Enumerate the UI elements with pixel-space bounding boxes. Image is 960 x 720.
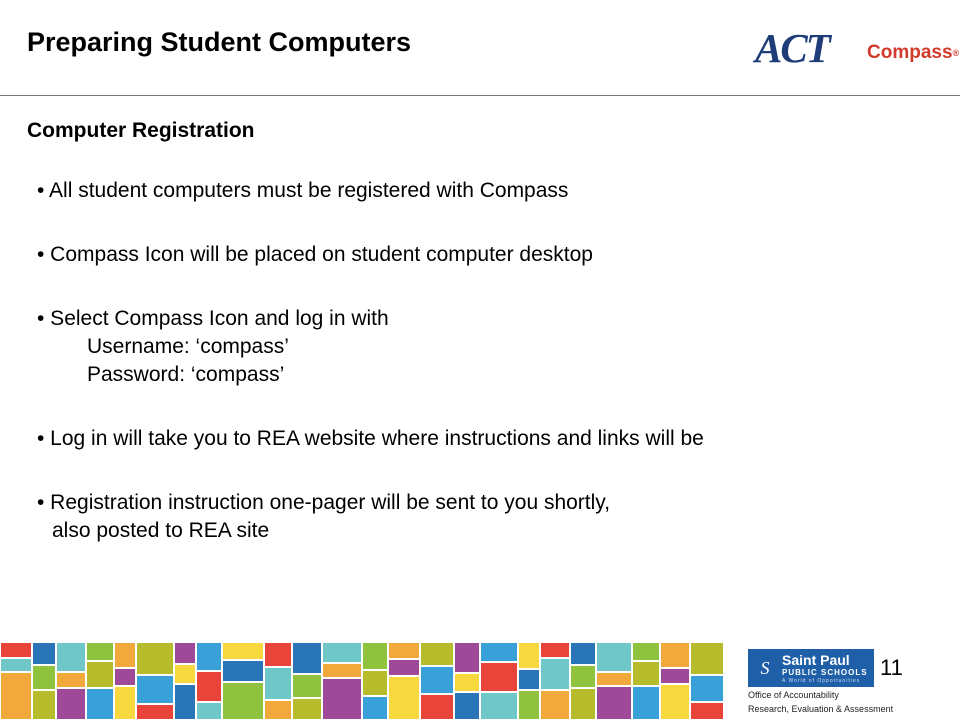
slide-title: Preparing Student Computers xyxy=(27,27,412,57)
header-divider xyxy=(0,95,960,96)
mosaic-tile xyxy=(33,666,55,689)
decorative-color-mosaic xyxy=(0,642,745,720)
mosaic-tile xyxy=(421,695,453,719)
district-emblem-icon: S xyxy=(760,658,770,678)
act-compass-logo xyxy=(755,25,960,71)
mosaic-tile xyxy=(363,643,387,669)
mosaic-tile xyxy=(633,687,659,719)
district-subname: PUBLIC SCHOOLS xyxy=(782,668,868,677)
mosaic-tile xyxy=(115,643,135,667)
login-password: Password: ‘compass’ xyxy=(87,363,285,386)
mosaic-tile xyxy=(363,697,387,719)
bullet-registered: • All student computers must be registered with Compass xyxy=(37,179,569,202)
mosaic-tile xyxy=(197,703,221,719)
mosaic-tile xyxy=(1,643,31,657)
district-badge xyxy=(748,649,874,687)
mosaic-tile xyxy=(323,664,361,677)
mosaic-tile xyxy=(1,673,31,719)
login-username: Username: ‘compass’ xyxy=(87,335,289,358)
district-tagline: A World of Opportunities xyxy=(782,678,861,684)
mosaic-tile xyxy=(421,667,453,693)
mosaic-tile xyxy=(57,689,85,719)
mosaic-tile xyxy=(571,666,595,687)
mosaic-tile xyxy=(115,687,135,719)
mosaic-tile xyxy=(363,671,387,695)
office-name-line1: Office of Accountability xyxy=(748,690,839,700)
mosaic-tile xyxy=(571,689,595,719)
mosaic-tile xyxy=(541,659,569,689)
mosaic-tile xyxy=(541,691,569,719)
mosaic-tile xyxy=(175,665,195,683)
mosaic-tile xyxy=(293,699,321,719)
mosaic-tile xyxy=(389,660,419,675)
bullet-list xyxy=(37,177,704,545)
mosaic-tile xyxy=(265,701,291,719)
mosaic-tile xyxy=(87,643,113,660)
mosaic-tile xyxy=(389,677,419,719)
mosaic-tile xyxy=(223,683,263,719)
mosaic-tile xyxy=(519,670,539,689)
mosaic-tile xyxy=(323,643,361,662)
mosaic-tile xyxy=(481,643,517,661)
saint-paul-schools-logo xyxy=(748,649,960,720)
mosaic-tile xyxy=(597,673,631,685)
mosaic-tile xyxy=(633,662,659,685)
mosaic-tile xyxy=(455,674,479,691)
mosaic-tile xyxy=(57,673,85,687)
mosaic-tile xyxy=(137,643,173,674)
mosaic-tile xyxy=(571,643,595,664)
mosaic-tile xyxy=(421,643,453,665)
district-name: Saint Paul xyxy=(782,652,850,668)
mosaic-tile xyxy=(691,643,723,674)
mosaic-tile xyxy=(541,643,569,657)
mosaic-tile xyxy=(519,691,539,719)
mosaic-tile xyxy=(33,643,55,664)
page-number: 11 xyxy=(880,655,903,680)
mosaic-tile xyxy=(137,705,173,719)
mosaic-tile xyxy=(597,643,631,671)
mosaic-tile xyxy=(197,643,221,670)
mosaic-tile xyxy=(633,643,659,660)
compass-logo-text: Compass® xyxy=(867,42,960,63)
mosaic-tile xyxy=(519,643,539,668)
office-name-line2: Research, Evaluation & Assessment xyxy=(748,704,894,714)
mosaic-tile xyxy=(661,685,689,719)
mosaic-tile xyxy=(265,643,291,666)
mosaic-tile xyxy=(223,661,263,681)
bullet-rea-website: • Log in will take you to REA website where instructions and links will be xyxy=(37,427,704,450)
mosaic-tile xyxy=(389,643,419,658)
mosaic-tile xyxy=(691,703,723,719)
bullet-login: • Select Compass Icon and log in with xyxy=(37,307,389,330)
mosaic-tile xyxy=(137,676,173,703)
mosaic-tile xyxy=(1,659,31,671)
mosaic-tile xyxy=(115,669,135,685)
section-subtitle: Computer Registration xyxy=(27,119,255,142)
mosaic-tile xyxy=(87,662,113,687)
bullet-icon-desktop: • Compass Icon will be placed on student computer desktop xyxy=(37,243,593,266)
mosaic-tile xyxy=(481,693,517,719)
mosaic-tile xyxy=(33,691,55,719)
mosaic-tile xyxy=(197,672,221,701)
mosaic-tile xyxy=(455,693,479,719)
mosaic-tile xyxy=(87,689,113,719)
mosaic-tile xyxy=(323,679,361,719)
mosaic-tile xyxy=(175,685,195,719)
mosaic-tile xyxy=(661,669,689,683)
mosaic-tile xyxy=(481,663,517,691)
mosaic-tile xyxy=(175,643,195,663)
bullet-one-pager-continuation: also posted to REA site xyxy=(52,519,270,542)
mosaic-tile xyxy=(265,668,291,699)
mosaic-tile xyxy=(293,675,321,697)
mosaic-tile xyxy=(597,687,631,719)
mosaic-tile xyxy=(455,643,479,672)
mosaic-tile xyxy=(57,643,85,671)
mosaic-tile xyxy=(691,676,723,701)
mosaic-tile xyxy=(223,643,263,659)
mosaic-tile xyxy=(293,643,321,673)
mosaic-tile xyxy=(661,643,689,667)
bullet-one-pager: • Registration instruction one-pager will be sent to you shortly, xyxy=(37,491,611,514)
act-logo-text: ACT xyxy=(755,25,829,71)
